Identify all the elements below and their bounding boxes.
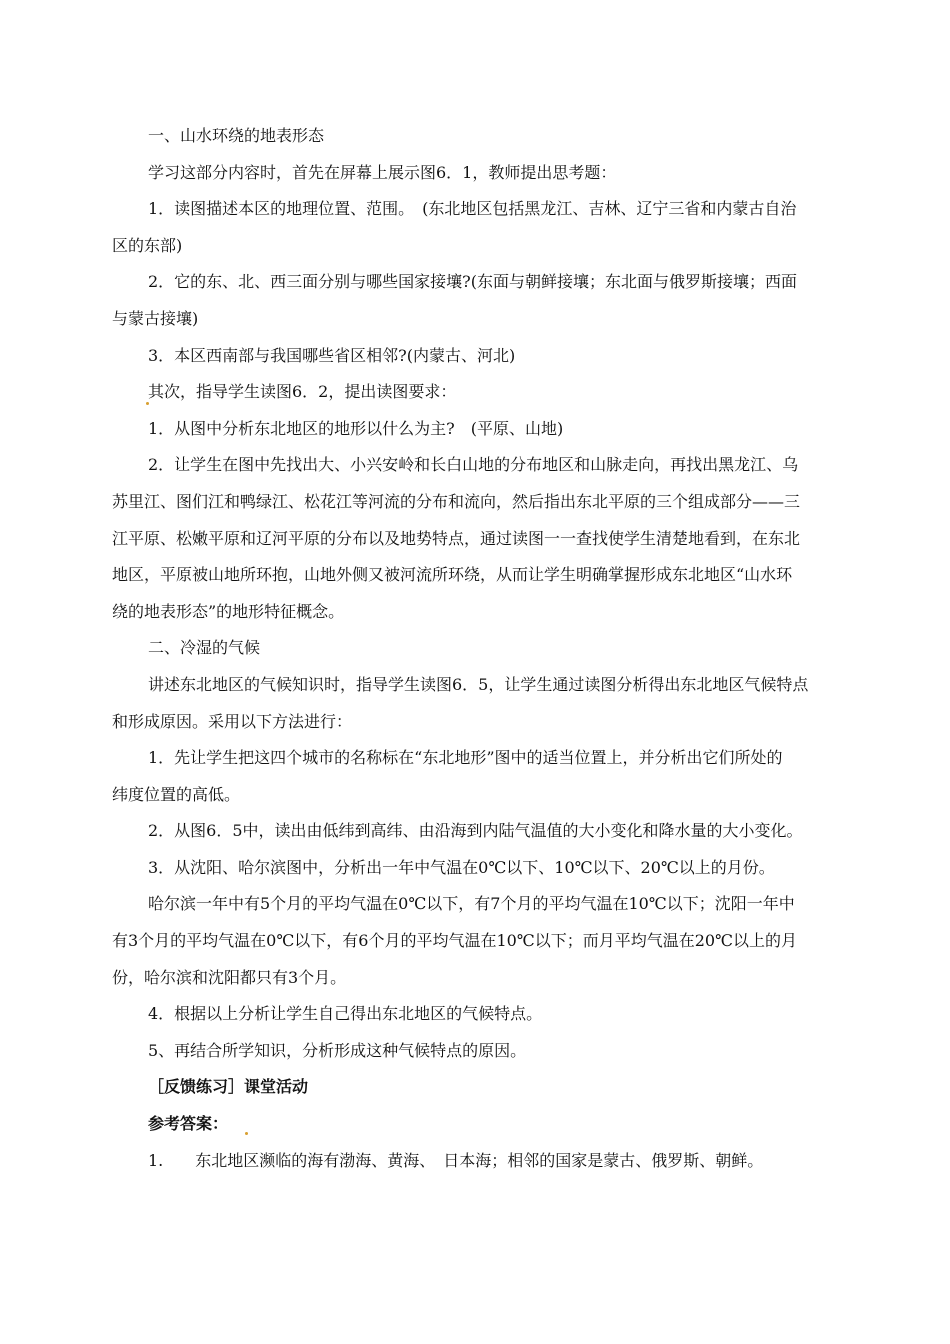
paragraph-line: 苏里江、图们江和鸭绿江、松花江等河流的分布和流向，然后指出东北平原的三个组成部分——三 (112, 491, 801, 511)
paragraph-line: 哈尔滨一年中有5个月的平均气温在0℃以下，有7个月的平均气温在10℃以下；沈阳一年中 (148, 894, 795, 914)
paragraph-line: 江平原、松嫩平原和辽河平原的分布以及地势特点，通过读图一一查找使学生清楚地看到，在东北 (112, 528, 801, 548)
paragraph-line: 5、再结合所学知识，分析形成这种气候特点的原因。 (148, 1040, 527, 1060)
paragraph-line: 1．从图中分析东北地区的地形以什么为主? (平原、山地) (148, 418, 564, 438)
section-heading-climate: 二、冷湿的气候 (148, 638, 261, 658)
paragraph-line: 2．从图6．5中，读出由低纬到高纬、由沿海到内陆气温值的大小变化和降水量的大小变化。 (148, 821, 803, 841)
paragraph-line: 4．根据以上分析让学生自己得出东北地区的气候特点。 (148, 1004, 543, 1024)
paragraph-line: 和形成原因。采用以下方法进行： (112, 711, 353, 731)
paragraph-line: 3．本区西南部与我国哪些省区相邻?(内蒙古、河北) (148, 345, 516, 365)
paragraph-line: 有3个月的平均气温在0℃以下，有6个月的平均气温在10℃以下；而月平均气温在20℃以上的月 (112, 931, 797, 951)
paragraph-line: 地区，平原被山地所环抱，山地外侧又被河流所环绕，从而让学生明确掌握形成东北地区“山水环 (112, 565, 793, 585)
document-body (112, 118, 842, 1179)
paragraph-line: 绕的地表形态”的地形特征概念。 (112, 601, 345, 621)
paragraph-line: 1．先让学生把这四个城市的名称标在“东北地形”图中的适当位置上，并分析出它们所处的 (148, 748, 783, 768)
answer-line: 1. 东北地区濒临的海有渤海、黄海、 日本海；相邻的国家是蒙古、俄罗斯、朝鲜。 (148, 1150, 764, 1170)
paragraph-line: 讲述东北地区的气候知识时，指导学生读图6．5，让学生通过读图分析得出东北地区气候特点 (148, 674, 809, 694)
paragraph-line: 份，哈尔滨和沈阳都只有3个月。 (112, 967, 347, 987)
paragraph-line: 与蒙古接壤) (112, 308, 199, 328)
reference-answer-heading: 参考答案： (148, 1114, 229, 1134)
feedback-exercise-heading: ［反馈练习］课堂活动 (148, 1077, 309, 1097)
paragraph-line: 其次，指导学生读图6．2，提出读图要求： (148, 382, 457, 402)
paragraph-line: 3．从沈阳、哈尔滨图中，分析出一年中气温在0℃以下、10℃以下、20℃以上的月份。 (148, 857, 775, 877)
paragraph-line: 纬度位置的高低。 (112, 784, 241, 804)
paragraph-line: 2．让学生在图中先找出大、小兴安岭和长白山地的分布地区和山脉走向，再找出黑龙江、乌 (148, 455, 799, 475)
paragraph-line: 学习这部分内容时，首先在屏幕上展示图6．1，教师提出思考题： (148, 162, 617, 182)
paragraph-line: 区的东部) (112, 235, 183, 255)
paragraph-line: 2．它的东、北、西三面分别与哪些国家接壤?(东面与朝鲜接壤；东北面与俄罗斯接壤；西面 (148, 272, 798, 292)
section-heading-landforms: 一、山水环绕的地表形态 (148, 126, 325, 145)
annotation-mark (245, 1132, 248, 1135)
annotation-mark (146, 402, 149, 405)
paragraph-line: 1．读图描述本区的地理位置、范围。 (东北地区包括黑龙江、吉林、辽宁三省和内蒙古自治 (148, 199, 797, 219)
